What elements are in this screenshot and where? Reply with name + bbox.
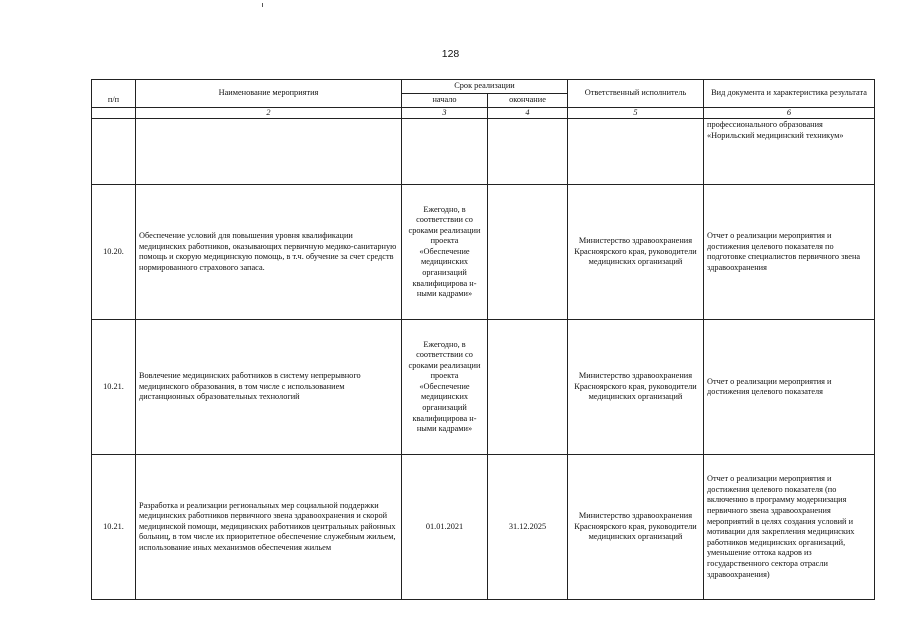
activity-name: Обеспечение условий для повышения уровня квалификации медицинских работников, оказывающих первичную медико-санитарную помощь и скорую медицинскую помощь, в т.ч. обучение за счет средств нормированного страхового запаса.: [136, 185, 402, 320]
end-date: [488, 185, 568, 320]
continuation-document: профессионального образования «Норильский медицинский техникум»: [704, 119, 875, 185]
column-number-2: 2: [136, 107, 402, 119]
responsible: Министерство здравоохранения Красноярского края, руководители медицинских организаций: [568, 185, 704, 320]
start-date: Ежегодно, в соответствии со сроками реализации проекта «Обеспечение медицинских организаций квалифицирова н-ными кадрами»: [402, 185, 488, 320]
table-row: [92, 455, 875, 600]
table-row: [92, 320, 875, 455]
row-number: 10.21.: [92, 455, 136, 600]
document-result: Отчет о реализации мероприятия и достижения целевого показателя: [704, 320, 875, 455]
column-number-5: 5: [568, 107, 704, 119]
column-number-1: [92, 107, 136, 119]
column-number-4: 4: [488, 107, 568, 119]
document-result: Отчет о реализации мероприятия и достижения целевого показателя (по включению в программу модернизация первичного звена здравоохранения мероприятий в целях создания условий и мотивации для закрепления медицинских работников медицинских организаций, уменьшение оттока кадров из государственного сектора отрасли здравоохранения): [704, 455, 875, 600]
start-date: Ежегодно, в соответствии со сроками реализации проекта «Обеспечение медицинских организаций квалифицирова н-ными кадрами»: [402, 320, 488, 455]
continuation-row: [92, 119, 875, 185]
start-date: 01.01.2021: [402, 455, 488, 600]
document-result: Отчет о реализации мероприятия и достижения целевого показателя по подготовке специалистов первичного звена здравоохранения: [704, 185, 875, 320]
end-date: 31.12.2025: [488, 455, 568, 600]
activity-name: Разработка и реализации региональных мер социальной поддержки медицинских работников первичного звена здравоохранения и скорой медицинской помощи, медицинских работников центральных районных больниц, в том числе их приоритетное обеспечение служебным жильем, использование иных механизмов обеспечения жильем: [136, 455, 402, 600]
column-number-6: 6: [704, 107, 875, 119]
column-numbers-row: [92, 107, 875, 119]
row-number: 10.20.: [92, 185, 136, 320]
activities-table: [91, 79, 875, 600]
page-number: 128: [441, 48, 460, 60]
header-num: п/п: [92, 80, 136, 108]
responsible: Министерство здравоохранения Красноярского края, руководители медицинских организаций: [568, 320, 704, 455]
row-number: 10.21.: [92, 320, 136, 455]
column-number-3: 3: [402, 107, 488, 119]
header-document: Вид документа и характеристика результата: [704, 80, 875, 108]
header-name: Наименование мероприятия: [136, 80, 402, 108]
header-responsible: Ответственный исполнитель: [568, 80, 704, 108]
header-end: окончание: [488, 94, 568, 108]
header-period: Срок реализации: [402, 80, 568, 94]
header-row-1: [92, 80, 875, 94]
header-start: начало: [402, 94, 488, 108]
responsible: Министерство здравоохранения Красноярского края, руководители медицинских организаций: [568, 455, 704, 600]
table-row: [92, 185, 875, 320]
scan-speck: [262, 3, 263, 7]
end-date: [488, 320, 568, 455]
activity-name: Вовлечение медицинских работников в систему непрерывного медицинского образования, в том числе с использованием дистанционных образовательных технологий: [136, 320, 402, 455]
